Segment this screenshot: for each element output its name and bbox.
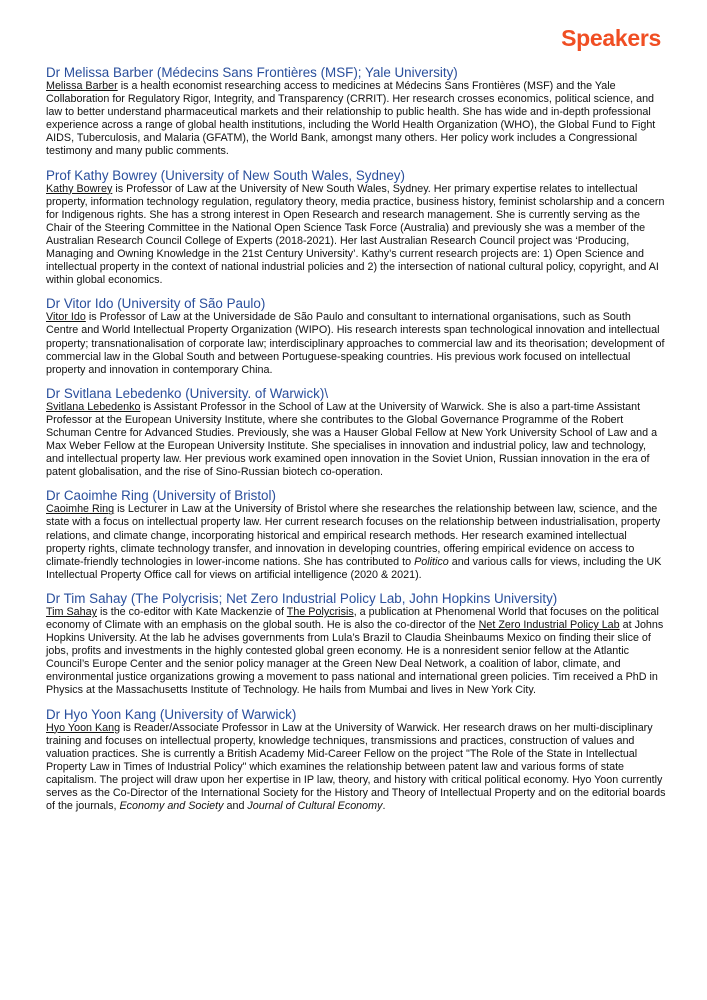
speaker-bio-text: and	[223, 800, 248, 813]
journal-title: Journal of Cultural Economy	[247, 800, 383, 813]
speaker-bio	[46, 401, 666, 480]
speaker-heading: Dr Tim Sahay (The Polycrisis; Net Zero Industrial Policy Lab, John Hopkins University)	[46, 590, 558, 606]
speaker-entry-kang	[46, 707, 666, 814]
speaker-entry-ring	[46, 488, 666, 582]
speaker-bio-text: at Johns Hopkins University. At the lab he advises governments from Lula’s Brazil to Claudia Sheinbaums Mexico on finding their slice of jobs, profits and investments in the highly contested global green economy. He is a nonresident senior fellow at the Atlantic Council’s Europe Center and the senior policy manager at the Green New Deal Network, a coalition of labor, climate, and environmental justice organizations growing a movement to pass national and international green policies. Tim received a PhD in Physics at the Massachusetts Institute of Technology. He hails from Mumbai and lives in New York City.	[46, 619, 664, 697]
speaker-bio	[46, 311, 666, 376]
speaker-heading: Dr Melissa Barber (Médecins Sans Frontières (MSF); Yale University)	[46, 65, 458, 80]
speaker-bio	[46, 80, 666, 159]
speaker-bio-text: is a health economist researching access to medicines at Médecins Sans Frontières (MSF) and the Yale Collaboration for Regulatory Rigor, Integrity, and Transparency (CRRIT). Her research crosses economics, political science, and law to better understand pharmaceutical markets and their relationship to public health. She has wide and in-depth professional experience across a range of global health institutions, including the World Health Organization (WHO), the Global Fund to Fight AIDS, Tuberculosis, and Malaria (GFATM), the World Bank, amongst many others. Her policy work includes a Congressional testimony and many public comments.	[46, 80, 656, 158]
speaker-bio	[46, 606, 666, 698]
page-title: Speakers	[561, 25, 661, 51]
speaker-entry-sahay	[46, 591, 666, 698]
journal-title: Economy and Society	[119, 800, 224, 813]
speaker-heading: Dr Hyo Yoon Kang (University of Warwick)	[46, 706, 297, 722]
speaker-name-link[interactable]: Vitor Ido	[46, 311, 86, 324]
speaker-entry-bowrey	[46, 168, 666, 288]
speaker-heading: Prof Kathy Bowrey (University of New South Wales, Sydney)	[46, 167, 405, 183]
speaker-bio-text: .	[382, 800, 386, 813]
speaker-name-link[interactable]: Svitlana Lebedenko	[46, 400, 141, 413]
speaker-bio	[46, 722, 666, 814]
speaker-bio	[46, 183, 666, 288]
net-zero-lab-link[interactable]: Net Zero Industrial Policy Lab	[478, 619, 620, 631]
publication-title: Politico	[414, 555, 449, 568]
speaker-heading: Dr Vitor Ido (University of São Paulo)	[46, 296, 266, 312]
speaker-name-link[interactable]: Kathy Bowrey	[46, 182, 113, 195]
speaker-heading: Dr Svitlana Lebedenko (University. of Warwick)\	[46, 385, 329, 401]
speaker-heading: Dr Caoimhe Ring (University of Bristol)	[46, 488, 276, 504]
speaker-bio-text: is Lecturer in Law at the University of Bristol where she researches the relationship between law, science, and the state with a focus on intellectual property law. Her current research focuses on the relationship between industrialisation, property relations, and climate change, incorporating historical and empirical research methods. Her research examined intellectual property rights, climate technology transfer, and innovation in developing countries, offering empirical evidence on access to climate-friendly technologies in lower-income nations. She has contributed to	[46, 503, 661, 568]
polycrisis-link[interactable]: The Polycrisis	[286, 605, 354, 618]
speaker-bio-text: is Professor of Law at the University of New South Wales, Sydney. Her primary expertise relates to intellectual property, information technology regulation, regulatory theory, media practice, business history, feminist scholarship and a concern for Indigenous rights. She has a strong interest in Open Research and research management. She is currently serving as the Chair of the Steering Committee in the National Open Science Task Force (Australia) and previously she was a member of the Australian Research Council College of Experts (2018-2021). Her last Australian Research Council project was ‘Producing, Managing and Owning Knowledge in the 21st Century University’. Kathy’s current research projects are: 1) Open Science and intellectual property in the context of national industrial policies and 2) the intersection of national cultural policy, copyright, and AI within global economics.	[46, 182, 665, 287]
speaker-entry-ido	[46, 296, 666, 376]
speaker-bio-text: is the co-editor with Kate Mackenzie of	[96, 605, 287, 618]
speaker-bio-text: and various calls for views, including the UK Intellectual Property Office call for views on artificial intelligence (2020 & 2021).	[46, 555, 662, 581]
speaker-bio-text: is Assistant Professor in the School of Law at the University of Warwick. She is also a part-time Assistant Professor at the European University Institute, where she contributes to the Global Governance Programme of the Robert Schuman Centre for Advanced Studies. Previously, she was a Hauser Global Fellow at New York University School of Law and a Max Weber Fellow at the European University Institute. She specialises in innovation and industrial policy, law and technology, and intellectual property law. Her previous work examined open innovation in the Soviet Union, Russian innovation in the era of patent globalisation, and the rise of Sino-Russian biotech co-operation.	[46, 400, 658, 479]
speaker-name-link[interactable]: Melissa Barber	[46, 80, 118, 92]
speaker-name-link[interactable]: Caoimhe Ring	[46, 503, 115, 516]
speaker-list	[46, 65, 666, 822]
speaker-name-link[interactable]: Tim Sahay	[46, 605, 97, 618]
speaker-bio-text: , a publication at Phenomenal World that focuses on the political economy of Climate with an emphasis on the global south. He is also the co-director of the	[46, 605, 659, 631]
speaker-entry-barber	[46, 65, 666, 159]
speaker-bio-text: is Reader/Associate Professor in Law at the University of Warwick. Her research draws on her multi-disciplinary training and focuses on intellectual property, knowledge techniques, transmissions and practices, construction of values and valuation practices. She is currently a British Academy Mid-Career Fellow on the project "The Role of the State in Intellectual Property Law in Times of Industrial Policy" which examines the relationship between patent law and various forms of state capitalism. The project will draw upon her expertise in IP law, theory, and history with critical political economy. Hyo Yoon currently serves as the Co-Director of the International Society for the History and Theory of Intellectual Property and on the editorial boards of the journals,	[46, 721, 666, 813]
speaker-entry-lebedenko	[46, 386, 666, 480]
speaker-bio	[46, 503, 666, 582]
speaker-name-link[interactable]: Hyo Yoon Kang	[46, 721, 121, 734]
speaker-bio-text: is Professor of Law at the Universidade de São Paulo and consultant to international organisations, such as South Centre and World Intellectual Property Organization (WIPO). His research interests span technological innovation and intellectual property; transnationalisation of corporate law; interdisciplinary approaches to commercial law and its theorisation; development of commercial law in the Global South and between Portuguese-speaking countries. His previous work focused on intellectual property and innovation in contemporary China.	[46, 311, 665, 376]
